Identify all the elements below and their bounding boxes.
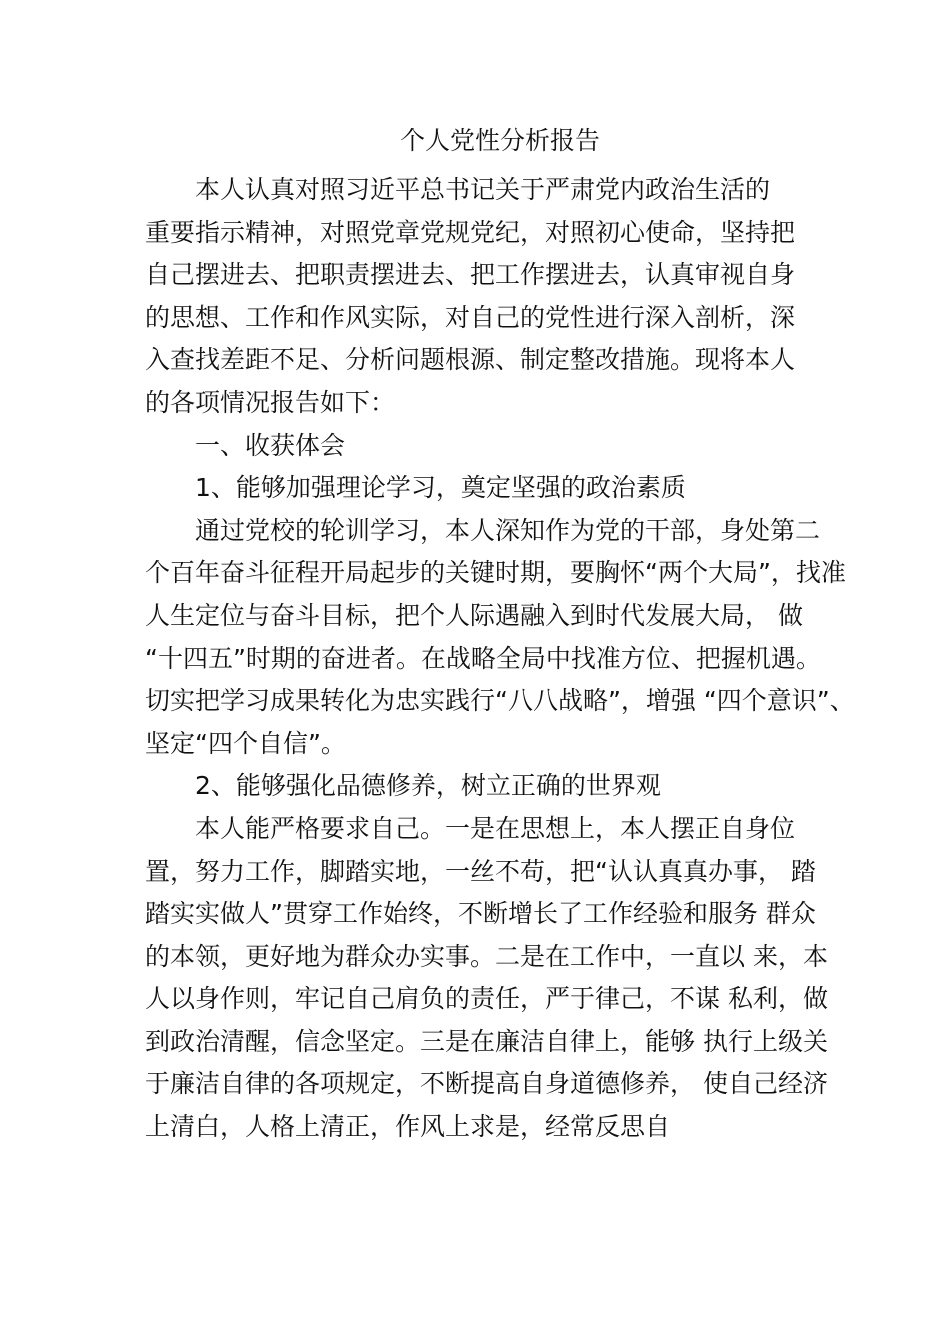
- text-line: 坚定“四个自信”。: [145, 728, 346, 758]
- subsection-heading: 1、能够加强理论学习，奠定坚强的政治素质: [195, 473, 686, 503]
- text-line: 本人认真对照习近平总书记关于严肃党内政治生活的: [195, 175, 771, 204]
- text-line: 通过党校的轮训学习，本人深知作为党的干部，身处第二: [195, 515, 821, 545]
- text-line: 到政治清醒，信念坚定。三是在廉洁自律上，能够 执行上级关: [145, 1026, 828, 1056]
- text-line: 的思想、工作和作风实际，对自己的党性进行深入剖析，深: [145, 302, 796, 332]
- text-line: “十四五”时期的奋进者。在战略全局中找准方位、把握机遇。: [145, 643, 821, 673]
- text-line: 人生定位与奋斗目标，把个人际遇融入到时代发展大局， 做: [145, 600, 803, 630]
- section-heading: 一、收获体会: [195, 430, 346, 460]
- text-line: 的各项情况报告如下：: [145, 387, 396, 417]
- text-line: 踏实实做人”贯穿工作始终，不断增长了工作经验和服务 群众: [145, 899, 816, 929]
- text-line: 上清白，人格上清正，作风上求是，经常反思自: [145, 1112, 671, 1142]
- text-line: 人以身作则，牢记自己肩负的责任，严于律己，不谋 私利，做: [145, 984, 828, 1014]
- subsection-heading: 2、能够强化品德修养，树立正确的世界观: [195, 771, 661, 801]
- text-line: 入查找差距不足、分析问题根源、制定整改措施。现将本人: [145, 345, 796, 375]
- text-line: 置，努力工作，脚踏实地，一丝不苟，把“认认真真办事， 踏: [145, 856, 816, 886]
- text-line: 于廉洁自律的各项规定，不断提高自身道德修养， 使自己经济: [145, 1069, 828, 1099]
- text-line: 本人能严格要求自己。一是在思想上，本人摆正自身位: [195, 813, 796, 843]
- document-body: [145, 169, 855, 1149]
- text-line: 自己摆进去、把职责摆进去、把工作摆进去，认真审视自身: [145, 260, 796, 290]
- text-line: 切实把学习成果转化为忠实践行“八八战略”，增强 “四个意识”、: [145, 686, 855, 716]
- text-line: 重要指示精神，对照党章党规党纪，对照初心使命，坚持把: [145, 217, 796, 247]
- text-line: 个百年奋斗征程开局起步的关键时期，要胸怀“两个大局”，找准: [145, 558, 846, 588]
- text-line: 的本领，更好地为群众办实事。二是在工作中，一直以 来，本: [145, 941, 828, 971]
- document-title: 个人党性分析报告: [399, 126, 600, 155]
